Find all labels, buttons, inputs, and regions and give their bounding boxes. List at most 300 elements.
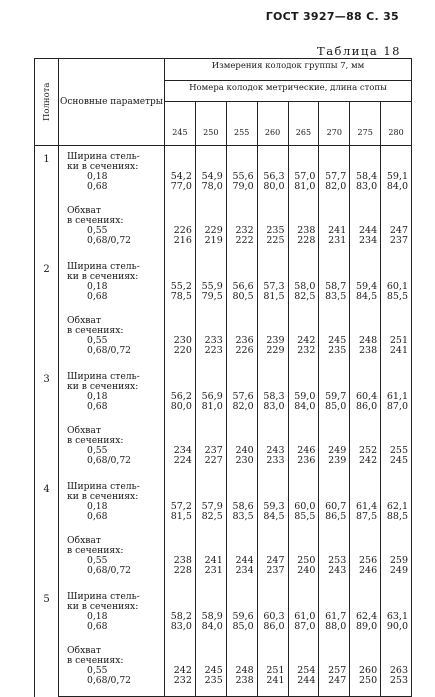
param-label-line: 0,68/0,72 <box>87 675 132 686</box>
value: 244 <box>297 675 316 686</box>
value-cell <box>381 476 412 530</box>
value: 56,3 <box>263 171 285 182</box>
value: 241 <box>204 555 223 566</box>
value: 237 <box>389 235 408 246</box>
param-label-line: 0,68 <box>87 291 108 302</box>
value: 58,9 <box>201 611 223 622</box>
param-label-line: ки в сечениях: <box>67 601 139 612</box>
page-header: ГОСТ 3927—88 С. 35 <box>265 10 399 23</box>
value: 225 <box>266 235 285 246</box>
value-cell <box>226 310 257 366</box>
param-label-line: 0,18 <box>87 171 108 182</box>
table-row <box>35 256 412 310</box>
value: 263 <box>389 665 408 676</box>
value: 231 <box>204 565 223 576</box>
value: 60,4 <box>355 391 378 402</box>
value-cell <box>381 586 412 640</box>
polnota-number: 5 <box>35 586 59 697</box>
value: 85,5 <box>294 511 316 522</box>
value: 260 <box>358 665 378 676</box>
param-label-line: 0,68 <box>87 511 108 522</box>
value-cell <box>226 146 257 201</box>
table-row <box>35 310 412 366</box>
value: 216 <box>173 235 192 246</box>
param-label-line: в сечениях: <box>67 325 124 336</box>
value-cell <box>195 420 226 476</box>
size-header-cell: 265 <box>288 102 319 146</box>
value-cell <box>319 530 350 586</box>
value: 232 <box>297 345 316 356</box>
value-cell <box>288 476 319 530</box>
value: 61,1 <box>386 391 408 402</box>
value: 87,5 <box>355 511 378 522</box>
param-label-line: 0,18 <box>87 281 108 292</box>
param-label <box>59 476 165 530</box>
size-header-cell: 270 <box>319 102 350 146</box>
param-label-line: 0,18 <box>87 501 108 512</box>
size-header-cell: 255 <box>226 102 257 146</box>
value: 88,5 <box>386 511 408 522</box>
value: 241 <box>328 225 347 236</box>
param-label <box>59 530 165 586</box>
value: 89,0 <box>355 621 378 632</box>
value: 239 <box>328 455 347 466</box>
value: 219 <box>204 235 223 246</box>
value-cell <box>350 640 381 697</box>
value: 54,9 <box>201 171 223 182</box>
value-cell <box>165 200 196 256</box>
value-cell <box>350 366 381 420</box>
size-header-cell: 260 <box>257 102 288 146</box>
value: 233 <box>204 335 223 346</box>
value: 237 <box>204 445 223 456</box>
value: 230 <box>235 455 254 466</box>
table-row <box>35 530 412 586</box>
value: 57,2 <box>170 501 192 512</box>
value: 61,7 <box>325 611 347 622</box>
value-cell <box>319 310 350 366</box>
value-cell <box>226 530 257 586</box>
table-row <box>35 586 412 640</box>
value: 250 <box>297 555 316 566</box>
value-cell <box>226 420 257 476</box>
param-label-line: в сечениях: <box>67 435 124 446</box>
value-cell <box>226 640 257 697</box>
value: 80,0 <box>263 181 285 192</box>
value: 58,0 <box>294 281 316 292</box>
value: 55,2 <box>170 281 192 292</box>
value: 59,0 <box>294 391 316 402</box>
param-label <box>59 200 165 256</box>
value: 259 <box>389 555 408 566</box>
value-cell <box>195 310 226 366</box>
value: 56,2 <box>170 391 192 402</box>
value: 227 <box>204 455 223 466</box>
value: 62,1 <box>386 501 408 512</box>
value-cell <box>257 530 288 586</box>
value: 238 <box>297 225 316 236</box>
value: 253 <box>389 675 408 686</box>
value: 249 <box>389 565 408 576</box>
value: 80,5 <box>232 291 254 302</box>
value: 81,5 <box>170 511 192 522</box>
value: 228 <box>173 565 192 576</box>
value: 229 <box>266 345 285 356</box>
value: 229 <box>204 225 223 236</box>
param-label-line: Обхват <box>67 645 101 656</box>
value-cell <box>319 200 350 256</box>
value: 85,0 <box>325 401 347 412</box>
table-row <box>35 146 412 201</box>
value-cell <box>288 256 319 310</box>
value-cell <box>165 476 196 530</box>
value-cell <box>226 586 257 640</box>
value: 60,3 <box>263 611 285 622</box>
value: 256 <box>358 555 378 566</box>
param-label-line: 0,68 <box>87 621 108 632</box>
value: 249 <box>328 445 347 456</box>
value: 222 <box>235 235 254 246</box>
value: 245 <box>328 335 347 346</box>
param-label-line: Обхват <box>67 205 101 216</box>
value: 252 <box>358 445 378 456</box>
value-cell <box>319 366 350 420</box>
value: 58,7 <box>325 281 347 292</box>
value-cell <box>165 420 196 476</box>
value: 54,2 <box>170 171 192 182</box>
value: 86,0 <box>263 621 285 632</box>
value: 251 <box>389 335 408 346</box>
param-label-line: ки в сечениях: <box>67 271 139 282</box>
value-cell <box>319 640 350 697</box>
value: 244 <box>358 225 378 236</box>
value: 250 <box>358 675 378 686</box>
value: 62,4 <box>355 611 378 622</box>
value-cell <box>257 640 288 697</box>
value: 235 <box>266 225 285 236</box>
value-cell <box>288 530 319 586</box>
value-cell <box>257 586 288 640</box>
value: 60,0 <box>294 501 316 512</box>
value-cell <box>319 420 350 476</box>
value: 234 <box>173 445 192 456</box>
col-params-header: Основные параметры <box>59 59 165 146</box>
param-label-line: 0,68/0,72 <box>87 235 132 246</box>
value-cell <box>288 146 319 201</box>
value: 230 <box>173 335 192 346</box>
value: 86,0 <box>355 401 378 412</box>
value: 242 <box>358 455 378 466</box>
value-cell <box>381 530 412 586</box>
value: 90,0 <box>386 621 408 632</box>
value: 82,5 <box>294 291 316 302</box>
table-row <box>35 640 412 697</box>
param-label-line: 0,68/0,72 <box>87 455 132 466</box>
group-header: Измерения колодок группы 7, мм <box>165 59 412 81</box>
table-row <box>35 476 412 530</box>
value: 86,5 <box>325 511 347 522</box>
param-label-line: 0,55 <box>87 555 108 566</box>
value: 84,5 <box>355 291 378 302</box>
value: 57,9 <box>201 501 223 512</box>
param-label <box>59 310 165 366</box>
value: 247 <box>389 225 408 236</box>
param-label <box>59 366 165 420</box>
value-cell <box>381 366 412 420</box>
param-label-line: Обхват <box>67 315 101 326</box>
value: 236 <box>297 455 316 466</box>
value: 61,0 <box>294 611 316 622</box>
value-cell <box>257 256 288 310</box>
value: 55,9 <box>201 281 223 292</box>
value: 239 <box>266 335 285 346</box>
value: 240 <box>235 445 254 456</box>
value-cell <box>257 310 288 366</box>
value: 220 <box>173 345 192 356</box>
value-cell <box>257 366 288 420</box>
value-cell <box>350 530 381 586</box>
param-label-line: 0,18 <box>87 391 108 402</box>
value: 83,0 <box>263 401 285 412</box>
value: 234 <box>358 235 378 246</box>
value: 58,3 <box>263 391 285 402</box>
value: 58,6 <box>232 501 254 512</box>
value: 84,0 <box>201 621 223 632</box>
param-label-line: 0,18 <box>87 611 108 622</box>
value: 246 <box>358 565 378 576</box>
value: 245 <box>204 665 223 676</box>
value-cell <box>257 476 288 530</box>
value-cell <box>195 200 226 256</box>
value: 237 <box>266 565 285 576</box>
value: 228 <box>297 235 316 246</box>
value: 235 <box>328 345 347 356</box>
value: 78,5 <box>170 291 192 302</box>
param-label-line: Ширина стель- <box>67 481 140 492</box>
value-cell <box>257 200 288 256</box>
param-label-line: в сечениях: <box>67 215 124 226</box>
value-cell <box>288 420 319 476</box>
value-cell <box>257 420 288 476</box>
polnota-number: 4 <box>35 476 59 586</box>
value: 238 <box>358 345 378 356</box>
value: 84,0 <box>294 401 316 412</box>
value-cell <box>165 530 196 586</box>
size-header-cell: 250 <box>195 102 226 146</box>
value: 79,5 <box>201 291 223 302</box>
value: 82,0 <box>325 181 347 192</box>
value: 226 <box>173 225 192 236</box>
param-label-line: Обхват <box>67 535 101 546</box>
value-cell <box>381 200 412 256</box>
value-cell <box>195 530 226 586</box>
value-cell <box>288 640 319 697</box>
value: 59,6 <box>232 611 254 622</box>
param-label-line: Ширина стель- <box>67 591 140 602</box>
value-cell <box>350 420 381 476</box>
value: 83,5 <box>232 511 254 522</box>
value: 57,0 <box>294 171 316 182</box>
value: 247 <box>328 675 347 686</box>
value: 60,7 <box>325 501 347 512</box>
value: 238 <box>173 555 192 566</box>
param-label-line: в сечениях: <box>67 545 124 556</box>
table-row <box>35 420 412 476</box>
value: 251 <box>266 665 285 676</box>
value: 257 <box>328 665 347 676</box>
value: 61,4 <box>355 501 378 512</box>
value: 59,1 <box>386 171 408 182</box>
value: 234 <box>235 565 254 576</box>
value-cell <box>319 256 350 310</box>
value: 57,7 <box>325 171 347 182</box>
value: 56,6 <box>232 281 254 292</box>
value: 226 <box>235 345 254 356</box>
value-cell <box>381 310 412 366</box>
value: 233 <box>266 455 285 466</box>
param-label-line: 0,68 <box>87 181 108 192</box>
param-label-line: в сечениях: <box>67 655 124 666</box>
param-label-line: 0,68/0,72 <box>87 345 132 356</box>
value: 60,1 <box>386 281 408 292</box>
value-cell <box>319 146 350 201</box>
value-cell <box>381 146 412 201</box>
value-cell <box>319 476 350 530</box>
value: 243 <box>328 565 347 576</box>
param-label-line: Ширина стель- <box>67 261 140 272</box>
value-cell <box>350 146 381 201</box>
value-cell <box>165 586 196 640</box>
value: 80,0 <box>170 401 192 412</box>
value-cell <box>350 476 381 530</box>
sizes-header: Номера колодок метрические, длина стопы <box>165 80 412 102</box>
value: 87,0 <box>294 621 316 632</box>
value: 58,4 <box>355 171 378 182</box>
param-label-line: ки в сечениях: <box>67 491 139 502</box>
value: 240 <box>297 565 316 576</box>
value: 235 <box>204 675 223 686</box>
value: 88,0 <box>325 621 347 632</box>
param-label-line: 0,68/0,72 <box>87 565 132 576</box>
polnota-number: 2 <box>35 256 59 366</box>
value: 242 <box>297 335 316 346</box>
value: 248 <box>358 335 378 346</box>
value-cell <box>350 586 381 640</box>
value: 253 <box>328 555 347 566</box>
value-cell <box>226 476 257 530</box>
value: 241 <box>266 675 285 686</box>
value: 243 <box>266 445 285 456</box>
value-cell <box>319 586 350 640</box>
value: 59,3 <box>263 501 285 512</box>
value-cell <box>381 640 412 697</box>
param-label-line: Обхват <box>67 425 101 436</box>
value: 81,0 <box>201 401 223 412</box>
value: 57,3 <box>263 281 285 292</box>
value: 87,0 <box>386 401 408 412</box>
value: 248 <box>235 665 254 676</box>
value: 58,2 <box>170 611 192 622</box>
value: 232 <box>173 675 192 686</box>
param-label-line: Ширина стель- <box>67 151 140 162</box>
value-cell <box>257 146 288 201</box>
param-label <box>59 586 165 640</box>
value: 242 <box>173 665 192 676</box>
value: 59,4 <box>355 281 378 292</box>
value: 84,0 <box>386 181 408 192</box>
value: 85,5 <box>386 291 408 302</box>
value: 79,0 <box>232 181 254 192</box>
polnota-number: 1 <box>35 146 59 257</box>
value-cell <box>165 640 196 697</box>
value: 63,1 <box>386 611 408 622</box>
value: 224 <box>173 455 192 466</box>
value: 231 <box>328 235 347 246</box>
value: 246 <box>297 445 316 456</box>
value-cell <box>350 310 381 366</box>
value: 84,5 <box>263 511 285 522</box>
value: 244 <box>235 555 254 566</box>
value-cell <box>288 366 319 420</box>
value: 82,5 <box>201 511 223 522</box>
value-cell <box>288 310 319 366</box>
value-cell <box>165 366 196 420</box>
value: 236 <box>235 335 254 346</box>
value: 81,5 <box>263 291 285 302</box>
value: 85,0 <box>232 621 254 632</box>
value: 232 <box>235 225 254 236</box>
size-header-cell: 275 <box>350 102 381 146</box>
value: 82,0 <box>232 401 254 412</box>
value: 223 <box>204 345 223 356</box>
param-label-line: 0,68 <box>87 401 108 412</box>
value-cell <box>195 256 226 310</box>
value-cell <box>195 640 226 697</box>
value: 83,0 <box>355 181 378 192</box>
value: 83,0 <box>170 621 192 632</box>
size-header-cell: 280 <box>381 102 412 146</box>
param-label <box>59 256 165 310</box>
value-cell <box>195 586 226 640</box>
param-label <box>59 146 165 201</box>
param-label-line: 0,55 <box>87 665 108 676</box>
value-cell <box>195 146 226 201</box>
value: 83,5 <box>325 291 347 302</box>
value: 56,9 <box>201 391 223 402</box>
param-label-line: ки в сечениях: <box>67 381 139 392</box>
measurement-table <box>34 58 412 697</box>
value-cell <box>165 146 196 201</box>
value-cell <box>165 310 196 366</box>
value: 57,6 <box>232 391 254 402</box>
value-cell <box>288 586 319 640</box>
table-title: Таблица 18 <box>317 44 401 58</box>
param-label-line: 0,55 <box>87 335 108 346</box>
polnota-number: 3 <box>35 366 59 476</box>
value: 78,0 <box>201 181 223 192</box>
value: 255 <box>389 445 408 456</box>
value: 59,7 <box>325 391 347 402</box>
value-cell <box>226 366 257 420</box>
param-label <box>59 420 165 476</box>
value-cell <box>226 200 257 256</box>
value-cell <box>350 256 381 310</box>
table-row <box>35 366 412 420</box>
value-cell <box>195 476 226 530</box>
value: 77,0 <box>170 181 192 192</box>
value-cell <box>165 256 196 310</box>
param-label-line: 0,55 <box>87 445 108 456</box>
